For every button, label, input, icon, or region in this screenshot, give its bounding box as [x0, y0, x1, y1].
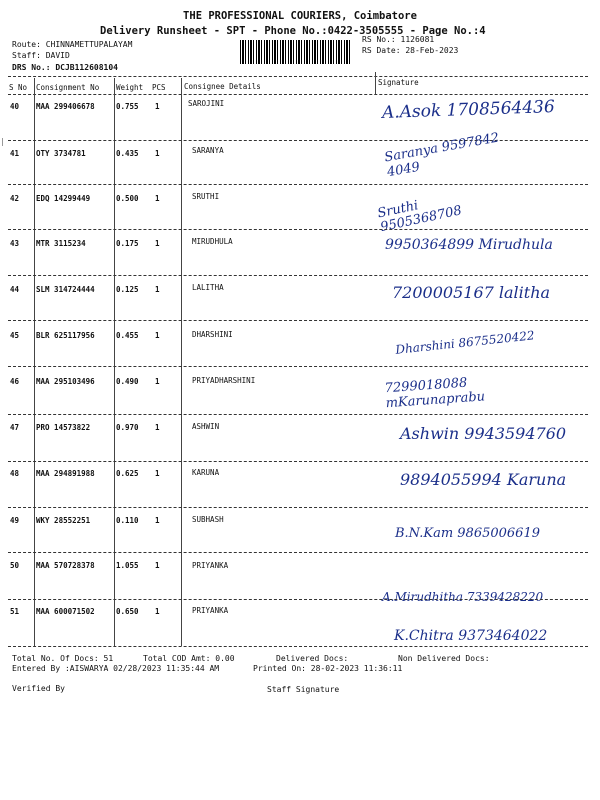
row-weight: 0.435: [116, 149, 139, 158]
row-pcs: 1: [155, 102, 160, 111]
row-consignment: MAA 294891988: [36, 469, 95, 478]
recipient-signature: 7299018088 mKarunaprabu: [384, 375, 486, 412]
recipient-signature: K.Chitra 9373464022: [394, 628, 548, 644]
row-sno: 40: [10, 102, 20, 111]
row-consignment: MAA 600071502: [36, 607, 95, 616]
col-signature: Signature: [378, 78, 419, 87]
col-pcs: PCS: [152, 83, 166, 92]
row-pcs: 1: [155, 285, 160, 294]
recipient-signature: 9894055994 Karuna: [400, 470, 567, 489]
row-consignee: SARANYA: [192, 146, 224, 155]
delivered-docs: Delivered Docs:: [276, 654, 349, 663]
row-consignment: MTR 3115234: [36, 239, 86, 248]
row-consignee: SUBHASH: [192, 515, 224, 524]
row-pcs: 1: [155, 377, 160, 386]
row-consignment: EDQ 14299449: [36, 194, 91, 203]
row-consignee: ASHWIN: [192, 422, 220, 431]
row-divider: [8, 366, 588, 367]
printed-on: Printed On: 28-02-2023 11:36:11: [253, 664, 403, 673]
row-divider: [8, 184, 588, 185]
row-consignee: PRIYADHARSHINI: [192, 376, 256, 385]
row-divider: [8, 552, 588, 553]
row-consignee: DHARSHINI: [192, 330, 233, 339]
row-divider: [8, 275, 588, 276]
row-weight: 0.110: [116, 516, 139, 525]
col-sno: S No: [9, 83, 28, 92]
row-weight: 0.755: [116, 102, 139, 111]
scan-mark: [2, 138, 6, 146]
rs-date: RS Date: 28-Feb-2023: [362, 46, 459, 55]
recipient-signature: Ashwin 9943594760: [400, 424, 567, 443]
row-consignment: MAA 299406678: [36, 102, 95, 111]
rs-number: RS No.: 1126081: [362, 35, 435, 44]
row-consignment: OTY 3734781: [36, 149, 86, 158]
runsheet-title: Delivery Runsheet - SPT - Phone No.:0422-3505555 - Page No.:4: [100, 25, 486, 37]
row-sno: 44: [10, 285, 20, 294]
row-pcs: 1: [155, 607, 160, 616]
row-weight: 1.055: [116, 561, 139, 570]
row-consignment: MAA 295103496: [36, 377, 95, 386]
row-sno: 43: [10, 239, 20, 248]
row-divider: [8, 646, 588, 647]
col-weight: Weight: [116, 83, 144, 92]
verified-by: Verified By: [12, 684, 65, 693]
divider: [8, 76, 588, 77]
col-rule: [114, 78, 115, 646]
row-weight: 0.625: [116, 469, 139, 478]
col-consignee: Consignee Details: [184, 82, 261, 91]
row-sno: 49: [10, 516, 20, 525]
staff-label: Staff: DAVID: [12, 51, 70, 60]
route-label: Route: CHINNAMETTUPALAYAM: [12, 40, 133, 49]
row-sno: 41: [10, 149, 20, 158]
row-weight: 0.970: [116, 423, 139, 432]
recipient-signature: 7200005167 lalitha: [392, 283, 551, 302]
row-weight: 0.125: [116, 285, 139, 294]
row-consignee: MIRUDHULA: [192, 237, 233, 246]
row-weight: 0.500: [116, 194, 139, 203]
row-divider: [8, 461, 588, 462]
drs-number: DRS No.: DCJB112608104: [12, 63, 118, 72]
row-consignment: WKY 28552251: [36, 516, 91, 525]
row-divider: [8, 320, 588, 321]
staff-signature: Staff Signature: [267, 685, 340, 694]
recipient-signature: A.Asok 1708564436: [381, 96, 556, 124]
row-pcs: 1: [155, 239, 160, 248]
row-consignee: PRIYANKA: [192, 606, 229, 615]
company-title: THE PROFESSIONAL COURIERS, Coimbatore: [183, 10, 417, 22]
row-divider: [8, 507, 588, 508]
row-sno: 51: [10, 607, 20, 616]
row-consignee: SAROJINI: [188, 99, 225, 108]
total-docs: Total No. Of Docs: 51: [12, 654, 114, 663]
row-consignment: BLR 625117956: [36, 331, 95, 340]
col-consignment: Consignment No: [36, 83, 100, 92]
row-consignment: PRO 14573822: [36, 423, 91, 432]
col-rule: [181, 78, 182, 646]
row-weight: 0.455: [116, 331, 139, 340]
recipient-signature: B.N.Kam 9865006619: [395, 526, 540, 541]
row-pcs: 1: [155, 149, 160, 158]
row-pcs: 1: [155, 469, 160, 478]
row-consignee: SRUTHI: [192, 192, 220, 201]
row-pcs: 1: [155, 423, 160, 432]
row-sno: 48: [10, 469, 20, 478]
row-divider: [8, 229, 588, 230]
entered-by: Entered By :AISWARYA 02/28/2023 11:35:44 AM: [12, 664, 220, 673]
divider: [8, 94, 588, 95]
row-consignee: LALITHA: [192, 283, 224, 292]
recipient-signature: 9950364899 Mirudhula: [385, 237, 553, 253]
row-pcs: 1: [155, 516, 160, 525]
recipient-signature: Saranya 9597842 4049: [383, 130, 501, 181]
recipient-signature: Dharshini 8675520422: [394, 328, 536, 357]
row-sno: 42: [10, 194, 20, 203]
row-weight: 0.175: [116, 239, 139, 248]
row-sno: 46: [10, 377, 20, 386]
row-sno: 47: [10, 423, 20, 432]
non-delivered-docs: Non Delivered Docs:: [398, 654, 490, 663]
row-consignment: MAA 570728378: [36, 561, 95, 570]
row-pcs: 1: [155, 561, 160, 570]
total-cod: Total COD Amt: 0.00: [143, 654, 235, 663]
col-rule: [34, 78, 35, 646]
row-sno: 50: [10, 561, 20, 570]
row-weight: 0.490: [116, 377, 139, 386]
recipient-signature: Sruthi 9505368708: [376, 198, 464, 236]
row-consignee: PRIYANKA: [192, 561, 229, 570]
row-weight: 0.650: [116, 607, 139, 616]
row-pcs: 1: [155, 331, 160, 340]
row-consignee: KARUNA: [192, 468, 220, 477]
row-pcs: 1: [155, 194, 160, 203]
row-consignment: SLM 314724444: [36, 285, 95, 294]
col-rule: [375, 72, 376, 94]
row-divider: [8, 414, 588, 415]
recipient-signature: A.Mirudhitha 7339428220: [382, 590, 544, 604]
row-divider: [8, 599, 588, 600]
row-sno: 45: [10, 331, 20, 340]
barcode: [240, 40, 352, 64]
